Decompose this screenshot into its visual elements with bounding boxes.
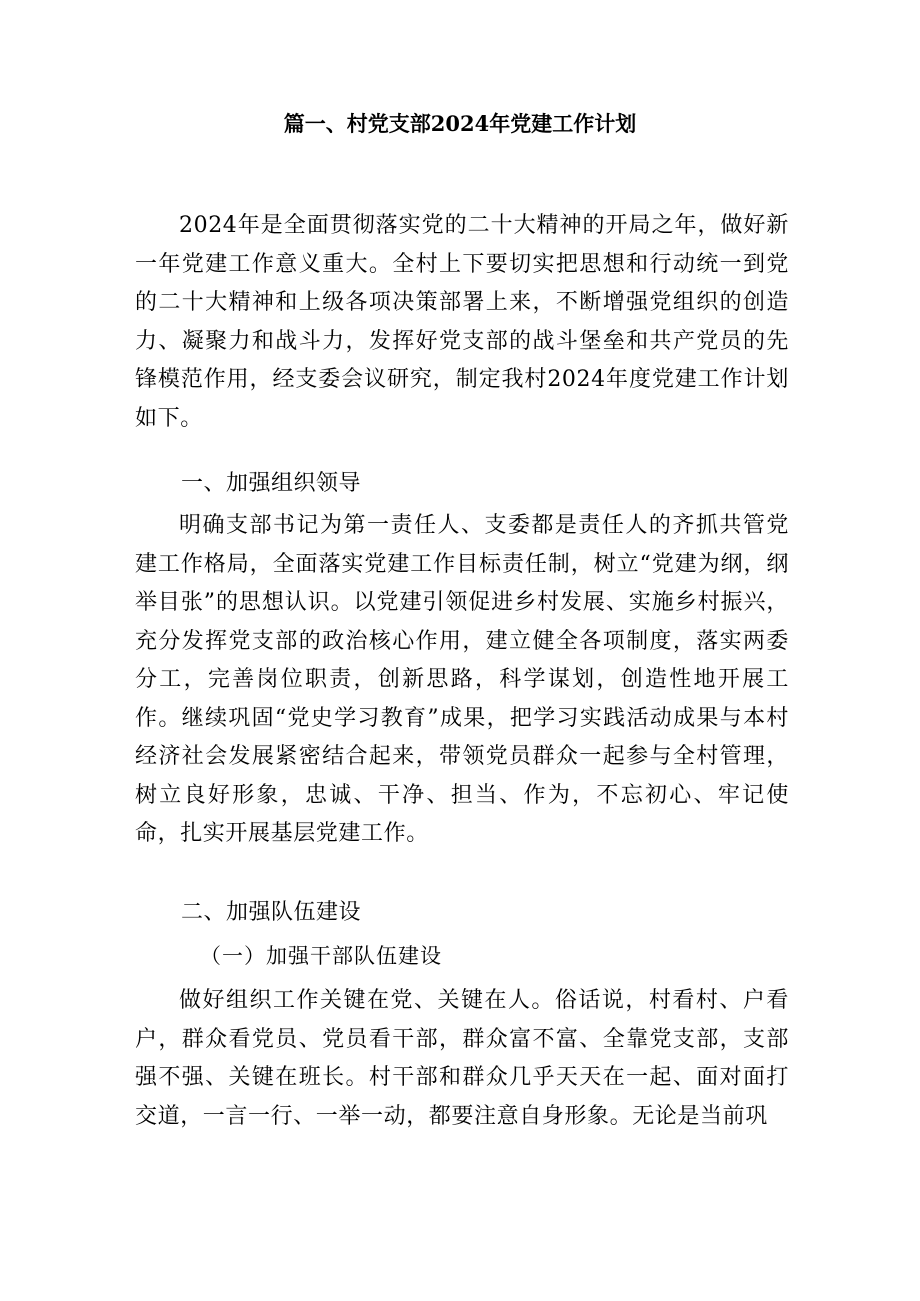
- section-paragraph: 明确支部书记为第一责任人、支委都是责任人的齐抓共管党建工作格局，全面落实党建工作目标责任制，树立“党建为纲，纲举目张”的思想认识。以党建引领促进乡村发展、实施乡村振兴，充分发挥党支部的政治核心作用，建立健全各项制度，落实两委分工，完善岗位职责，创新思路，科学谋划，创造性地开展工作。继续巩固“党史学习教育”成果，把学习实践活动成果与本村经济社会发展紧密结合起来，带领党员群众一起参与全村管理，树立良好形象，忠诚、干净、担当、作为，不忘初心、牢记使命，扎实开展基层党建工作。: [135, 513, 789, 846]
- section-body-cadre-team: [135, 982, 789, 1136]
- section-body-organization-leadership: [135, 507, 789, 854]
- section-heading-organization-leadership: 一、加强组织领导: [181, 471, 362, 496]
- document-title: 篇一、村党支部2024年党建工作计划: [283, 111, 637, 136]
- section-paragraph: 做好组织工作关键在党、关键在人。俗话说，村看村、户看户，群众看党员、党员看干部，群众富不富、全靠党支部，支部强不强、关键在班长。村干部和群众几乎天天在一起、面对面打交道，一言一行、一举一动，都要注意自身形象。无论是当前巩: [135, 988, 789, 1129]
- intro-paragraph: 2024年是全面贯彻落实党的二十大精神的开局之年，做好新一年党建工作意义重大。全村上下要切实把思想和行动统一到党的二十大精神和上级各项决策部署上来，不断增强党组织的创造力、凝聚力和战斗力，发挥好党支部的战斗堡垒和共产党员的先锋模范作用，经支委会议研究，制定我村2024年度党建工作计划如下。: [135, 213, 789, 431]
- subsection-heading-cadre-team: （一）加强干部队伍建设: [200, 944, 442, 968]
- section-heading-team-building: 二、加强队伍建设: [181, 900, 362, 925]
- intro-section: [135, 207, 789, 438]
